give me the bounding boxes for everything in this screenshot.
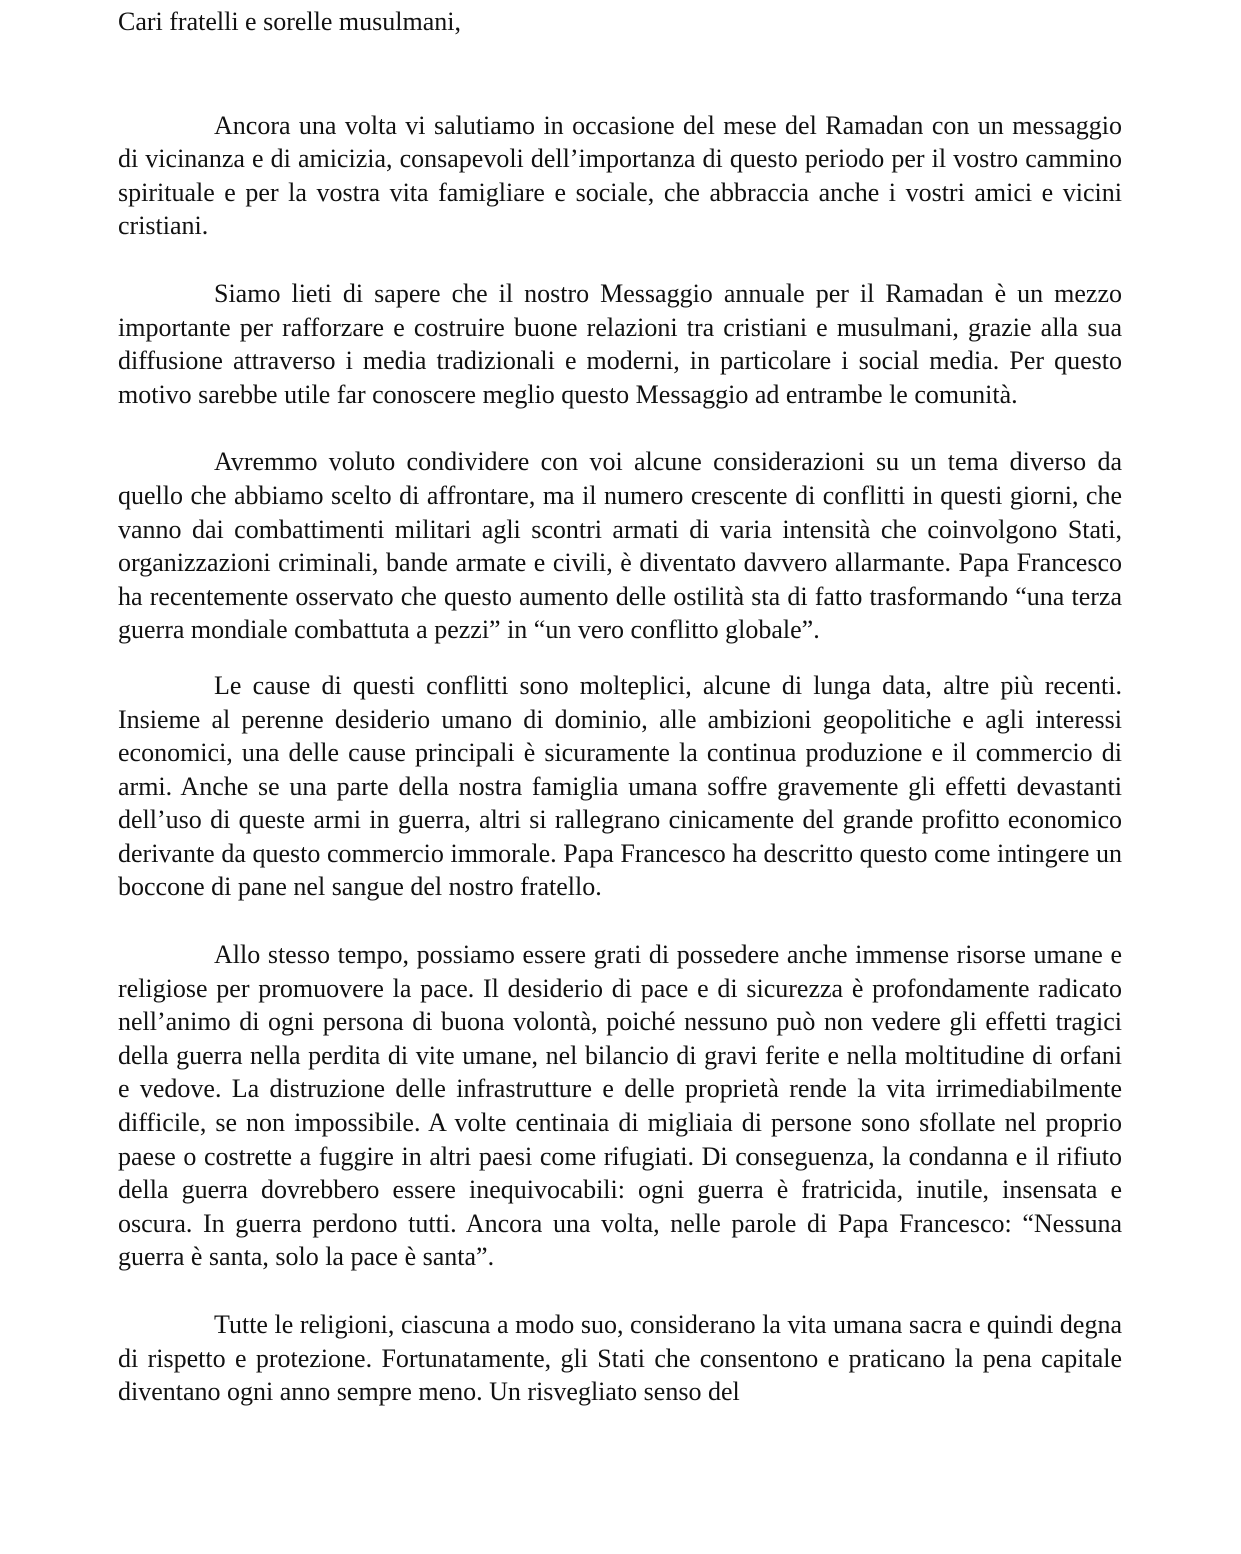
paragraph-3: Avremmo voluto condividere con voi alcune considerazioni su un tema diverso da quello che abbiamo scelto di affrontare, ma il numero crescente di conflitti in questi giorni, che vanno dai combattimenti militari agli scontri armati di varia intensità che coinvolgono Stati, organizzazioni criminali, bande armate e civili, è diventato davvero allarmante. Papa Francesco ha recentemente osservato che questo aumento delle ostilità sta di fatto trasformando “una terza guerra mondiale combattuta a pezzi” in “un vero conflitto globale”. (118, 447, 1122, 645)
salutation: Cari fratelli e sorelle musulmani, (118, 7, 461, 36)
paragraph-1: Ancora una volta vi salutiamo in occasione del mese del Ramadan con un messaggio di vicinanza e di amicizia, consapevoli dell’importanza di questo periodo per il vostro cammino spirituale e per la vostra vita famigliare e sociale, che abbraccia anche i vostri amici e vicini cristiani. (118, 110, 1122, 241)
paragraph-5: Allo stesso tempo, possiamo essere grati di possedere anche immense risorse umane e religiose per promuovere la pace. Il desiderio di pace e di sicurezza è profondamente radicato nell’animo di ogni persona di buona volontà, poiché nessuno può non vedere gli effetti tragici della guerra nella perdita di vite umane, nel bilancio di gravi ferite e nella moltitudine di orfani e vedove. La distruzione delle infrastrutture e delle proprietà rende la vita irrimediabilmente difficile, se non impossibile. A volte centinaia di migliaia di persone sono sfollate nel proprio paese o costrette a fuggire in altri paesi come rifugiati. Di conseguenza, la condanna e il rifiuto della guerra dovrebbero essere inequivocabili: ogni guerra è fratricida, inutile, insensata e oscura. In guerra perdono tutti. Ancora una volta, nelle parole di Papa Francesco: “Nessuna guerra è santa, solo la pace è santa”. (118, 940, 1122, 1272)
paragraph-2: Siamo lieti di sapere che il nostro Messaggio annuale per il Ramadan è un mezzo importante per rafforzare e costruire buone relazioni tra cristiani e musulmani, grazie alla sua diffusione attraverso i media tradizionali e moderni, in particolare i social media. Per questo motivo sarebbe utile far conoscere meglio questo Messaggio ad entrambe le comunità. (118, 278, 1122, 409)
paragraph-6: Tutte le religioni, ciascuna a modo suo, considerano la vita umana sacra e quindi degna di rispetto e protezione. Fortunatamente, gli Stati che consentono e praticano la pena capitale diventano ogni anno sempre meno. Un risvegliato senso del (118, 1310, 1122, 1407)
paragraph-4: Le cause di questi conflitti sono molteplici, alcune di lunga data, altre più recenti. Insieme al perenne desiderio umano di dominio, alle ambizioni geopolitiche e agli interessi economici, una delle cause principali è sicuramente la continua produzione e il commercio di armi. Anche se una parte della nostra famiglia umana soffre gravemente gli effetti devastanti dell’uso di queste armi in guerra, altri si rallegrano cinicamente del grande profitto economico derivante da questo commercio immorale. Papa Francesco ha descritto questo come intingere un boccone di pane nel sangue del nostro fratello. (118, 670, 1122, 902)
letter-page (118, 0, 1122, 1409)
